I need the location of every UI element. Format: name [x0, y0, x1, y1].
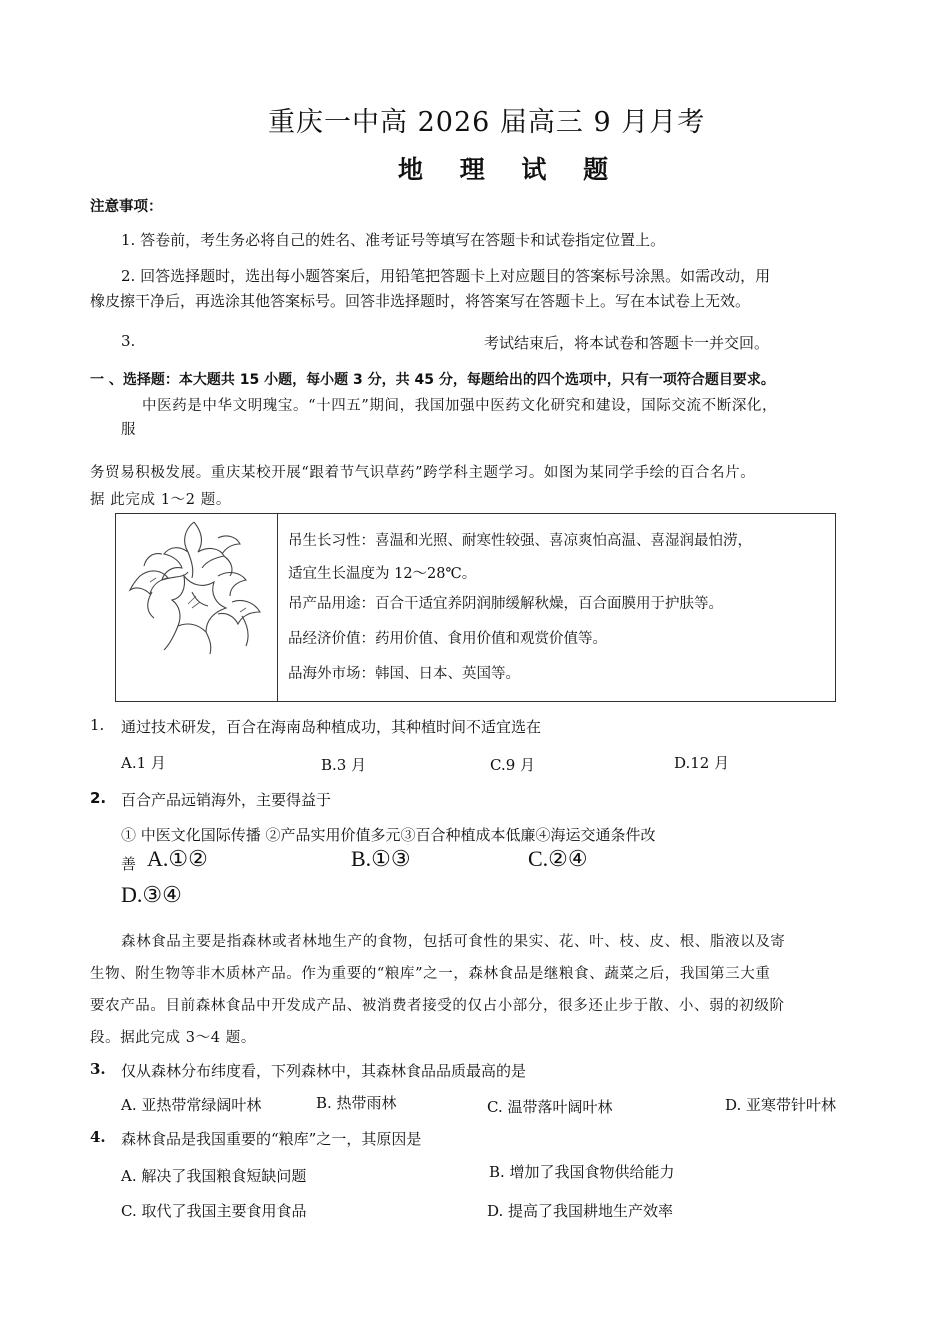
notice-item-3-text: 考试结束后，将本试卷和答题卡一并交回。 [484, 334, 770, 352]
passage2-line-4: 段。据此完成 3～4 题。 [90, 1030, 256, 1046]
card-line-use: 吊产品用途：百合干适宜养阴润肺缓解秋燥，百合面膜用于护肤等。 [288, 596, 723, 612]
q3-option-d[interactable]: D. 亚寒带针叶林 [725, 1096, 837, 1114]
q2-option-a[interactable]: A.①② [147, 846, 208, 871]
q2-choices-cont: 善 [121, 855, 137, 873]
q2-stem: 百合产品远销海外，主要得益于 [121, 791, 332, 809]
notice-heading: 注意事项： [90, 199, 163, 215]
section-heading: 一 、选择题：本大题共 15 小题，每小题 3 分，共 45 分，每题给出的四个选项中，只有一项符合题目要求。 [90, 372, 775, 388]
lily-card [115, 513, 836, 702]
q4-number: 4. [90, 1128, 106, 1146]
q4-option-b[interactable]: B. 增加了我国食物供给能力 [489, 1163, 675, 1181]
q1-number: 1. [90, 716, 105, 734]
q1-option-c[interactable]: C.9 月 [490, 756, 536, 774]
card-line-growth: 吊生长习性：喜温和光照、耐寒性较强、喜凉爽怕高温、喜湿润最怕涝， [288, 533, 752, 549]
passage2-line-3: 要农产品。目前森林食品中开发成产品、被消费者接受的仅占小部分，很多还止步于散、小、弱的初级阶 [90, 998, 785, 1014]
q4-stem: 森林食品是我国重要的“粮库”之一，其原因是 [121, 1130, 422, 1148]
card-line-market: 品海外市场：韩国、日本、英国等。 [288, 666, 520, 682]
card-line-temp: 适宜生长温度为 12～28℃。 [288, 566, 477, 582]
lily-illustration [122, 516, 272, 656]
passage2-line-1: 森林食品主要是指森林或者林地生产的食物，包括可食性的果实、花、叶、枝、皮、根、脂液以及寄 [121, 934, 786, 950]
q2-option-d[interactable]: D.③④ [121, 882, 182, 907]
q1-stem: 通过技术研发，百合在海南岛种植成功，其种植时间不适宜选在 [121, 718, 542, 736]
q4-option-a[interactable]: A. 解决了我国粮食短缺问题 [121, 1167, 307, 1185]
q2-number: 2. [90, 789, 107, 807]
passage1-line-3: 务贸易积极发展。重庆某校开展“跟着节气识草药”跨学科主题学习。如图为某同学手绘的百合名片。 [90, 465, 756, 481]
notice-item-2: 2. 回答选择题时，选出每小题答案后，用铅笔把答题卡上对应题目的答案标号涂黑。如需改动，用 [121, 267, 771, 285]
passage2-line-2: 生物、附生物等非木质林产品。作为重要的“粮库”之一，森林食品是继粮食、蔬菜之后，我国第三大重 [90, 966, 771, 982]
passage1-line-2: 服 [121, 422, 137, 438]
subject-title: 地 理 试 题 [398, 155, 623, 184]
passage1-line-4: 据 此完成 1～2 题。 [90, 492, 231, 508]
card-divider [277, 514, 278, 701]
q3-stem: 仅从森林分布纬度看，下列森林中，其森林食品品质最高的是 [121, 1062, 527, 1080]
q3-option-c[interactable]: C. 温带落叶阔叶林 [487, 1098, 613, 1116]
q1-option-a[interactable]: A.1 月 [121, 754, 166, 772]
q2-option-c[interactable]: C.②④ [528, 846, 588, 871]
q2-choices: ① 中医文化国际传播 ②产品实用价值多元③百合种植成本低廉④海运交通条件改 [121, 826, 656, 844]
q1-option-d[interactable]: D.12 月 [674, 754, 730, 772]
q4-option-d[interactable]: D. 提高了我国耕地生产效率 [487, 1202, 674, 1220]
q3-option-b[interactable]: B. 热带雨林 [316, 1094, 397, 1112]
q3-option-a[interactable]: A. 亚热带常绿阔叶林 [121, 1096, 262, 1114]
notice-item-1: 1. 答卷前，考生务必将自己的姓名、准考证号等填写在答题卡和试卷指定位置上。 [121, 231, 666, 249]
notice-item-3-number: 3. [121, 332, 136, 350]
q4-option-c[interactable]: C. 取代了我国主要食用食品 [121, 1202, 307, 1220]
card-line-value: 品经济价值：药用价值、食用价值和观赏价值等。 [288, 631, 607, 647]
notice-item-2-cont: 橡皮擦干净后，再选涂其他答案标号。回答非选择题时，将答案写在答题卡上。写在本试卷上无效。 [90, 292, 751, 310]
exam-title: 重庆一中高 2026 届高三 9 月月考 [268, 107, 706, 138]
q2-option-b[interactable]: B.①③ [351, 846, 411, 871]
q3-number: 3. [90, 1060, 106, 1078]
passage1-line-1: 中医药是中华文明瑰宝。“十四五”期间，我国加强中医药文化研究和建设，国际交流不断深化， [142, 398, 778, 414]
q1-option-b[interactable]: B.3 月 [321, 756, 367, 774]
